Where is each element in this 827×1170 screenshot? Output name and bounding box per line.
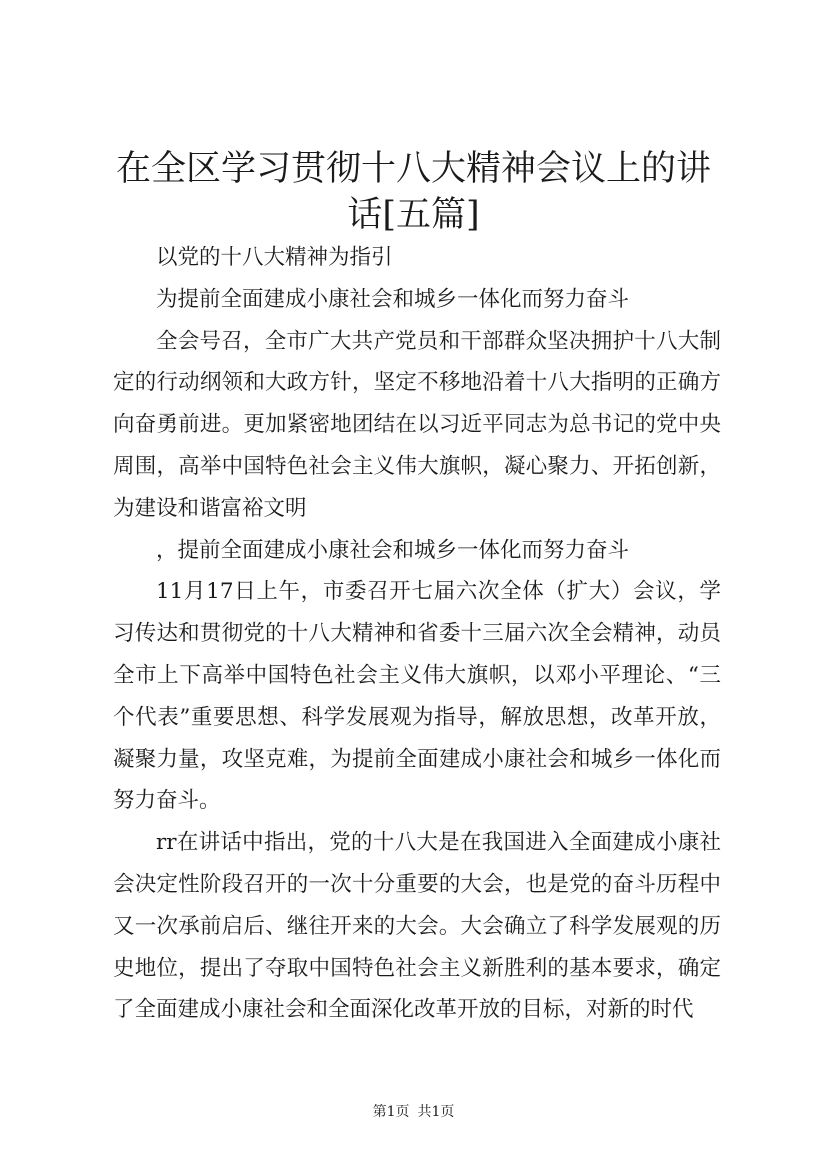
- document-title: 在全区学习贯彻十八大精神会议上的讲话[五篇]: [115, 149, 711, 235]
- page-footer: [0, 1102, 827, 1122]
- paragraph: 以党的十八大精神为指引: [156, 245, 393, 270]
- paragraph: 全会号召，全市广大共产党员和干部群众坚决拥护十八大制定的行动纲领和大政方针，坚定不移地沿着十八大指明的正确方向奋勇前进。更加紧密地团结在以习近平同志为总书记的党中央周围，高举中国特色社会主义伟大旗帜，凝心聚力、开拓创新，为建设和谐富裕文明: [113, 328, 721, 521]
- paragraph: ，提前全面建成小康社会和城乡一体化而努力奋斗: [156, 537, 630, 563]
- paragraph: 为提前全面建成小康社会和城乡一体化而努力奋斗: [156, 286, 630, 312]
- page-total: 共1页: [417, 1104, 455, 1120]
- document-body: [113, 237, 721, 1031]
- page-number: 第1页: [372, 1104, 410, 1120]
- paragraph: rr在讲话中指出，党的十八大是在我国进入全面建成小康社会决定性阶段召开的一次十分重要的大会，也是党的奋斗历程中又一次承前启后、继往开来的大会。大会确立了科学发展观的历史地位，提出了夺取中国特色社会主义新胜利的基本要求，确定了全面建成小康社会和全面深化改革开放的目标，对新的时代: [113, 830, 721, 1023]
- paragraph: 11月17日上午，市委召开七届六次全体（扩大）会议，学习传达和贯彻党的十八大精神和省委十三届六次全会精神，动员全市上下高举中国特色社会主义伟大旗帜，以邓小平理论、“三个代表”重要思想、科学发展观为指导，解放思想，改革开放，凝聚力量，攻坚克难，为提前全面建成小康社会和城乡一体化而努力奋斗。: [113, 579, 721, 814]
